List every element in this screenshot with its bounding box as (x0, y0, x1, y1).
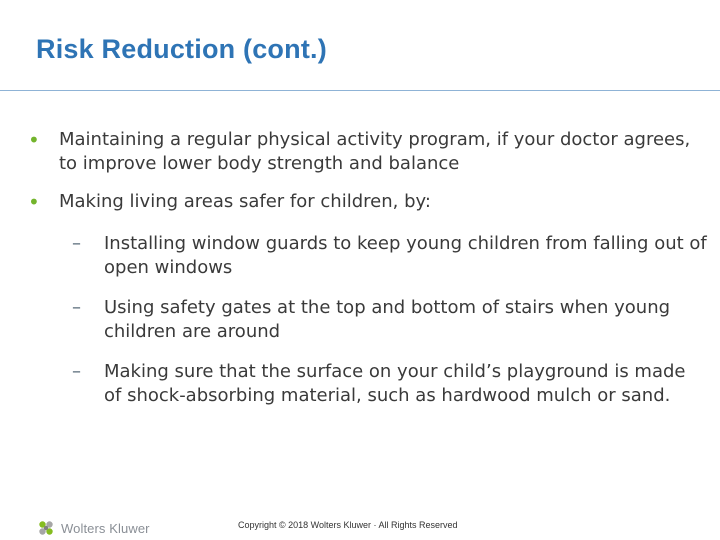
sub-bullet-item (28, 360, 708, 408)
slide-content (28, 128, 708, 424)
sub-bullet-list (28, 232, 708, 408)
bullet-text: Maintaining a regular physical activity program, if your doctor agrees, to improve lower body strength and balance (59, 129, 691, 174)
sub-bullet-item (28, 232, 708, 280)
slide-title: Risk Reduction (cont.) (36, 34, 327, 64)
sub-bullet-item (28, 296, 708, 344)
brand-name: Wolters Kluwer (61, 520, 150, 536)
bullet-text: Making living areas safer for children, by: (59, 191, 431, 212)
bullet-item (28, 190, 708, 214)
sub-bullet-text: Installing window guards to keep young children from falling out of open windows (104, 233, 707, 278)
wolters-kluwer-logo-icon (36, 518, 56, 538)
bullet-item (28, 128, 708, 176)
title-divider (0, 90, 720, 91)
bullet-icon: • (28, 190, 40, 214)
dash-icon: – (72, 361, 81, 382)
sub-bullet-text: Making sure that the surface on your child’s playground is made of shock-absorbing material, such as hardwood mulch or sand. (104, 361, 686, 406)
sub-bullet-text: Using safety gates at the top and bottom of stairs when young children are around (104, 297, 671, 342)
dash-icon: – (72, 233, 81, 254)
copyright-notice: Copyright © 2018 Wolters Kluwer · All Rights Reserved (238, 520, 458, 530)
brand-logo (36, 518, 150, 538)
bullet-icon: • (28, 128, 40, 152)
dash-icon: – (72, 297, 81, 318)
